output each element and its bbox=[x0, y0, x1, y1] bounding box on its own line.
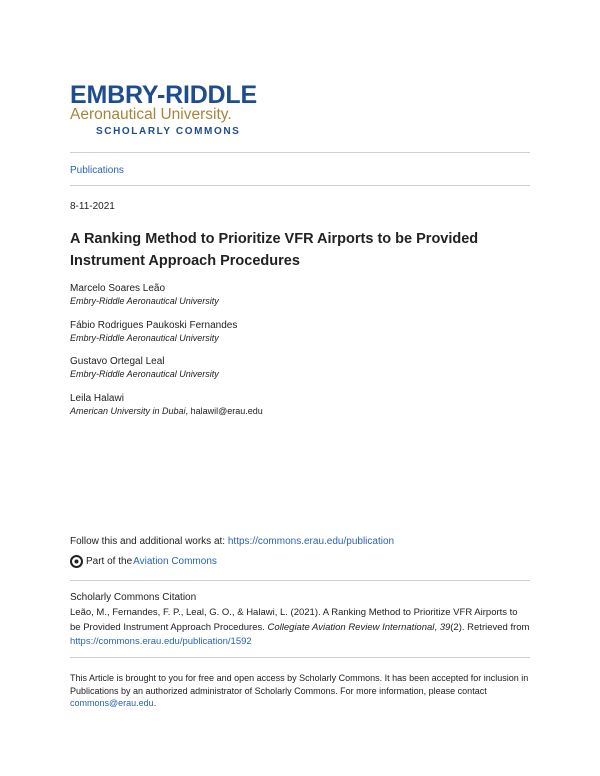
author-entry bbox=[70, 356, 219, 379]
commons-network-icon bbox=[70, 555, 83, 568]
divider bbox=[70, 185, 530, 186]
author-entry bbox=[70, 283, 219, 306]
logo-university-name: EMBRY-RIDDLE bbox=[70, 81, 257, 109]
citation-text: Leão, M., Fernandes, F. P., Leal, G. O., & Halawi, L. (2021). A Ranking Method to Prioritize VFR Airports to be Provided Instrument Approach Procedures. Collegiate Aviation Review International, 39(2). Retrieved from https://commons.erau.edu/publication/1592 bbox=[70, 607, 530, 647]
citation-heading: Scholarly Commons Citation bbox=[70, 592, 197, 603]
article-title: A Ranking Method to Prioritize VFR Airports to be Provided Instrument Approach Procedures bbox=[70, 231, 479, 269]
follow-text: Follow this and additional works at: bbox=[70, 536, 228, 547]
author-name: Marcelo Soares Leão bbox=[70, 283, 166, 294]
citation-link[interactable]: https://commons.erau.edu/publication/1592 bbox=[70, 636, 252, 647]
author-affiliation: American University in Dubai bbox=[70, 406, 186, 416]
divider bbox=[70, 657, 530, 658]
logo-scholarly-commons: SCHOLARLY COMMONS bbox=[96, 126, 241, 137]
author-name: Leila Halawi bbox=[70, 393, 124, 404]
author-name: Gustavo Ortegal Leal bbox=[70, 356, 165, 367]
part-of-line bbox=[70, 555, 217, 568]
author-entry: Leila Halawi American University in Dubai, halawil@erau.edu bbox=[70, 393, 263, 416]
follow-line bbox=[70, 535, 394, 548]
citation-volume: 39 bbox=[439, 621, 451, 633]
logo-university-subtitle: Aeronautical University. bbox=[70, 106, 232, 123]
author-affiliation: Embry-Riddle Aeronautical University bbox=[70, 333, 219, 343]
author-name: Fábio Rodrigues Paukoski Fernandes bbox=[70, 320, 238, 331]
collection-link[interactable]: Publications bbox=[70, 165, 124, 176]
follow-link[interactable]: https://commons.erau.edu/publication bbox=[227, 536, 395, 547]
divider bbox=[70, 580, 530, 581]
contact-email-link[interactable]: commons@erau.edu bbox=[70, 698, 154, 708]
part-of-text: Part of the bbox=[86, 556, 133, 567]
author-affiliation: Embry-Riddle Aeronautical University bbox=[70, 369, 219, 379]
author-affiliation: Embry-Riddle Aeronautical University bbox=[70, 296, 219, 306]
access-notice: This Article is brought to you for free and open access by Scholarly Commons. It has been accepted for inclusion in Publications by an authorized administrator of Scholarly Commons. For more information, please contact commons@erau.edu. bbox=[70, 673, 529, 708]
citation-journal: Collegiate Aviation Review International bbox=[267, 621, 435, 633]
author-email[interactable]: halawil@erau.edu bbox=[190, 406, 263, 416]
publication-date: 8-11-2021 bbox=[70, 201, 115, 212]
author-entry bbox=[70, 320, 237, 343]
divider bbox=[70, 152, 530, 153]
aviation-commons-link[interactable]: Aviation Commons bbox=[133, 556, 217, 567]
